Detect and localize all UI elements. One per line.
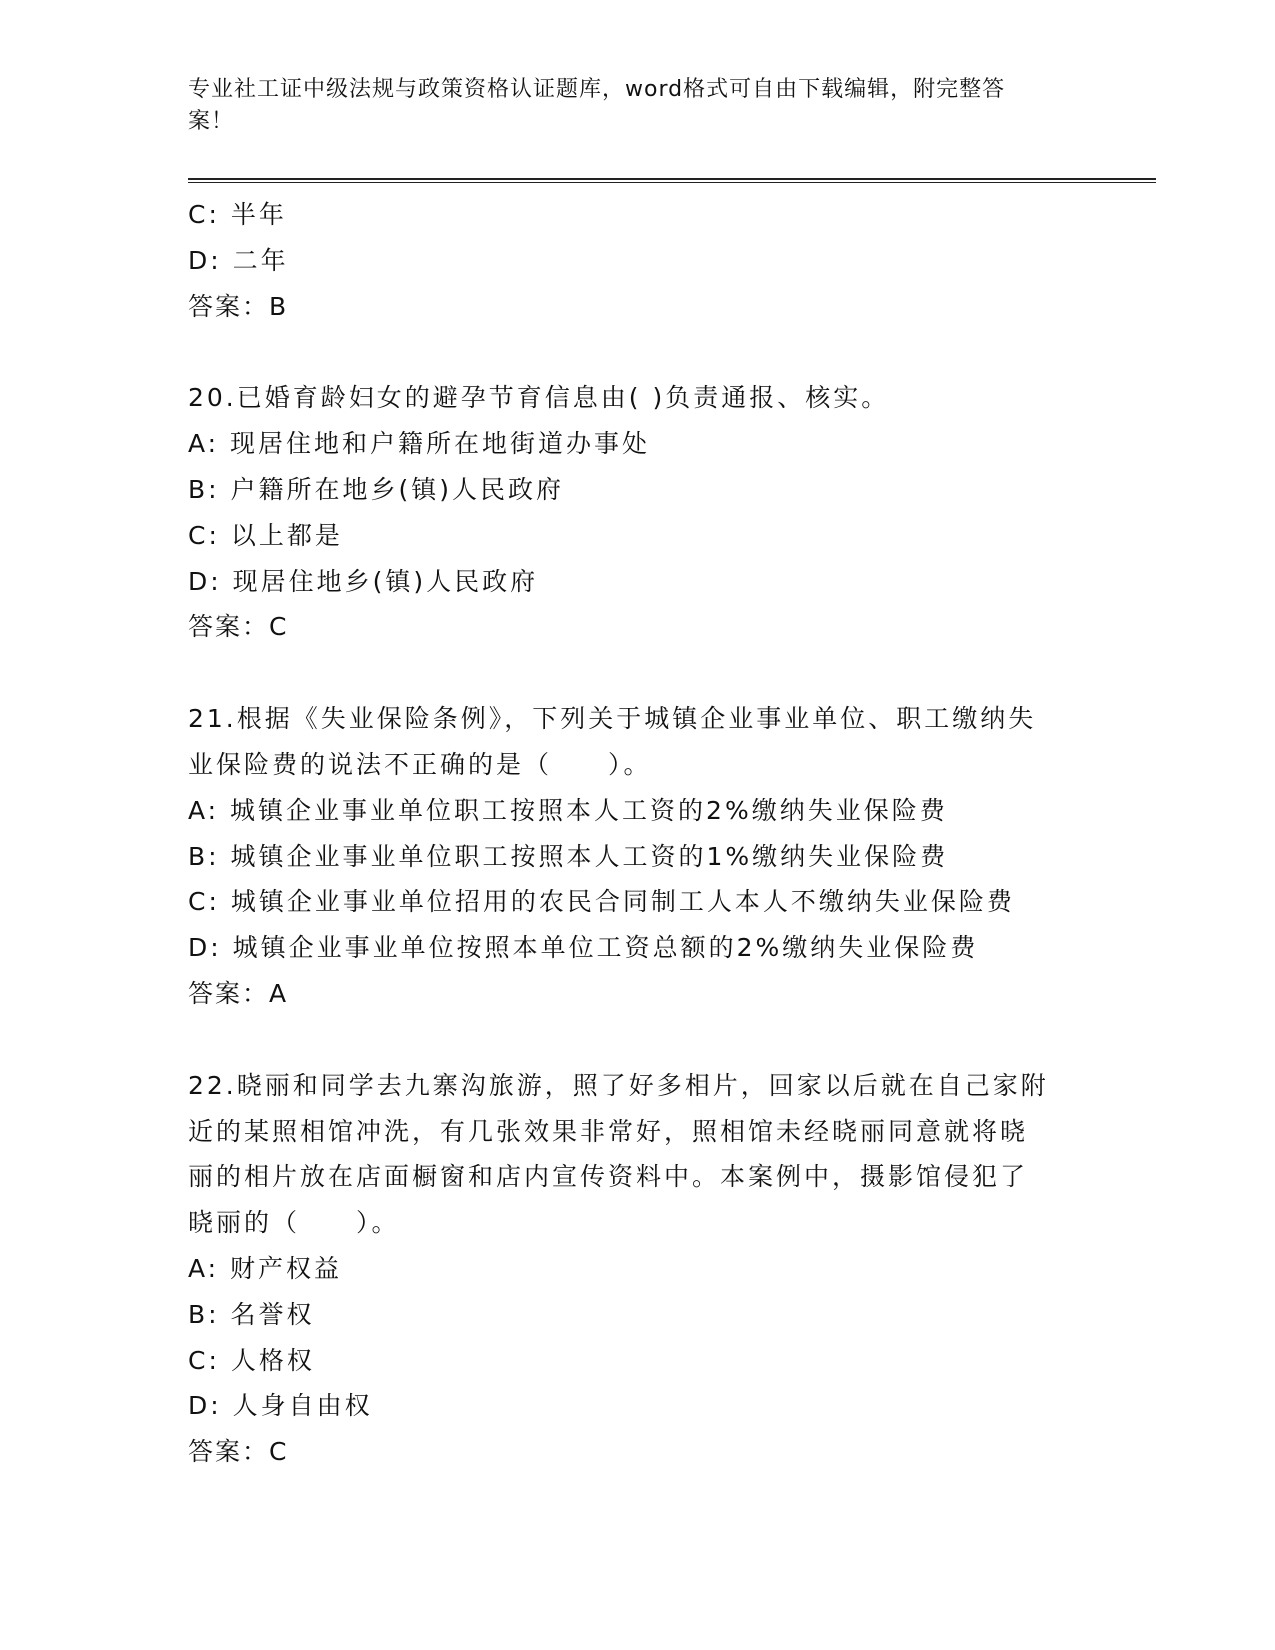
question-19-tail [188, 192, 1088, 329]
header-divider-thin [188, 182, 1156, 183]
question-stem-line-1: 22.晓丽和同学去九寨沟旅游，照了好多相片，回家以后就在自己家附 [188, 1070, 1049, 1100]
option-d: D: 二年 [188, 245, 289, 275]
header-line-1: 专业社工证中级法规与政策资格认证题库，word格式可自由下载编辑，附完整答 [188, 77, 1006, 102]
question-stem-line-2: 业保险费的说法不正确的是（ ）。 [188, 749, 652, 779]
question-stem-line-1: 21.根据《失业保险条例》，下列关于城镇企业事业单位、职工缴纳失 [188, 704, 1037, 734]
option-c: C: 半年 [188, 200, 287, 229]
option-b: B: 户籍所在地乡(镇)人民政府 [188, 474, 565, 504]
question-20 [188, 375, 1088, 650]
option-a: A: 现居住地和户籍所在地街道办事处 [188, 429, 651, 459]
spacer [188, 1017, 1088, 1063]
option-c: C: 以上都是 [188, 520, 343, 550]
answer: 答案：A [188, 978, 289, 1008]
option-d: D: 现居住地乡(镇)人民政府 [188, 566, 539, 596]
question-21 [188, 696, 1088, 1017]
question-stem-line-3: 丽的相片放在店面橱窗和店内宣传资料中。本案例中，摄影馆侵犯了 [188, 1162, 1029, 1192]
answer: 答案：C [188, 1437, 289, 1467]
spacer [188, 329, 1088, 375]
option-a: A: 城镇企业事业单位职工按照本人工资的2%缴纳失业保险费 [188, 795, 948, 825]
option-a: A: 财产权益 [188, 1253, 343, 1283]
question-stem-line-4: 晓丽的（ ）。 [188, 1208, 400, 1238]
option-b: B: 名誉权 [188, 1299, 315, 1329]
question-list [188, 192, 1088, 1475]
document-header [188, 74, 1068, 138]
spacer [188, 650, 1088, 696]
question-22 [188, 1063, 1088, 1475]
option-d: D: 人身自由权 [188, 1391, 373, 1421]
header-divider-thick [188, 178, 1156, 180]
question-stem-line-2: 近的某照相馆冲洗，有几张效果非常好，照相馆未经晓丽同意就将晓 [188, 1116, 1029, 1146]
option-c: C: 人格权 [188, 1345, 315, 1375]
answer: 答案：B [188, 291, 289, 321]
header-line-2: 案！ [188, 109, 235, 134]
question-stem: 20.已婚育龄妇女的避孕节育信息由( )负责通报、核实。 [188, 383, 890, 413]
option-c: C: 城镇企业事业单位招用的农民合同制工人本人不缴纳失业保险费 [188, 887, 1015, 917]
option-d: D: 城镇企业事业单位按照本单位工资总额的2%缴纳失业保险费 [188, 933, 979, 963]
answer: 答案：C [188, 612, 289, 642]
option-b: B: 城镇企业事业单位职工按照本人工资的1%缴纳失业保险费 [188, 841, 949, 871]
